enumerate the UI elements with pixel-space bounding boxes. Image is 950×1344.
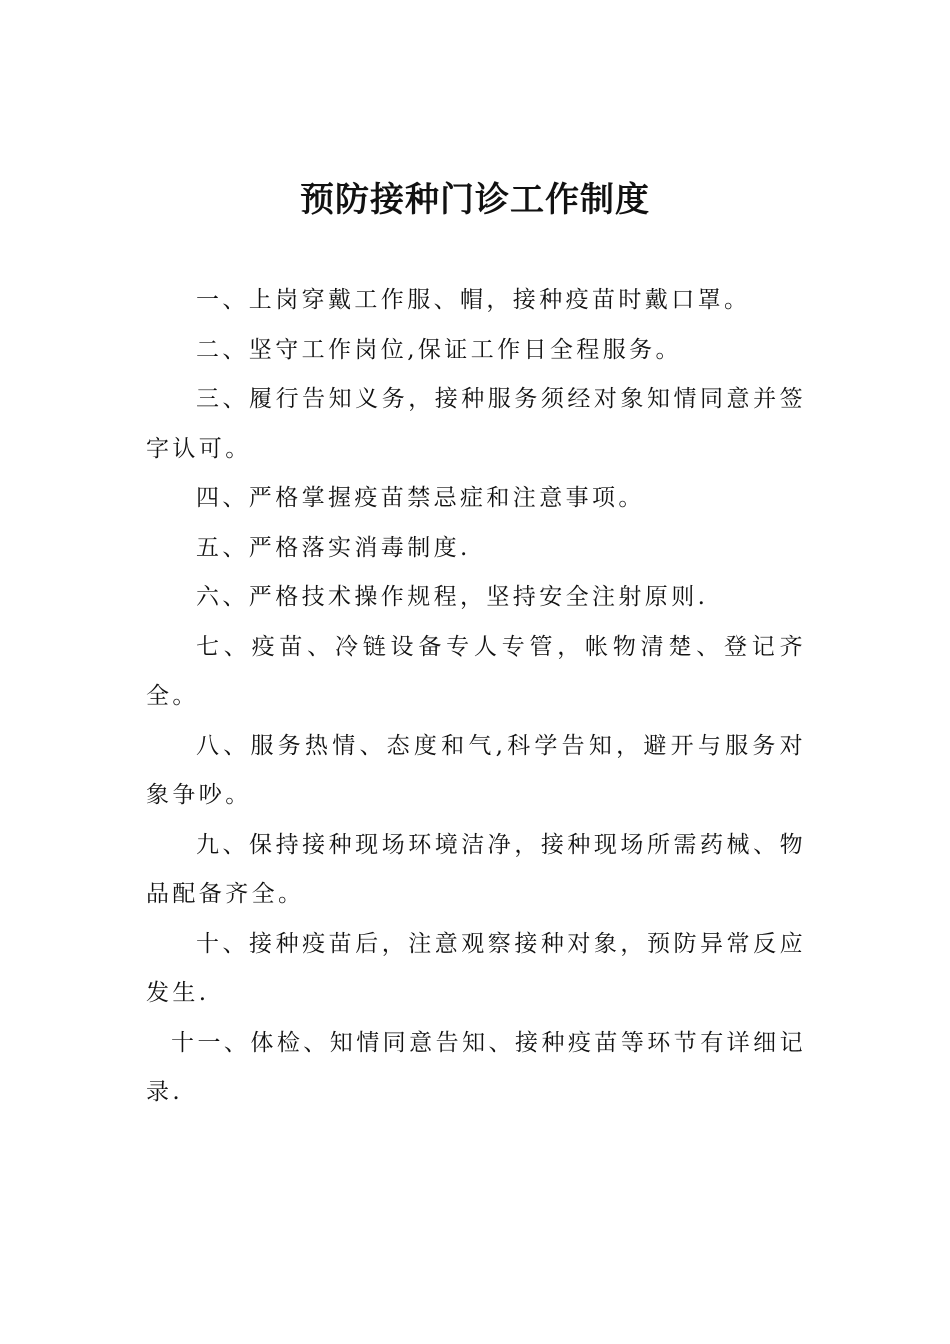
- rule-4-paragraph: 四、严格掌握疫苗禁忌症和注意事项。: [196, 485, 645, 511]
- document-body: [146, 276, 806, 1118]
- rule-8-paragraph: 八、服务热情、态度和气,科学告知，避开与服务对象争吵。: [146, 732, 806, 808]
- rule-11-paragraph: 十一、体检、知情同意告知、接种疫苗等环节有详细记录.: [146, 1029, 806, 1105]
- rule-10-paragraph: 十、接种疫苗后，注意观察接种对象，预防异常反应发生.: [146, 930, 806, 1006]
- rule-7-paragraph: 七、疫苗、冷链设备专人专管，帐物清楚、登记齐全。: [146, 633, 806, 709]
- rule-1-paragraph: 一、上岗穿戴工作服、帽，接种疫苗时戴口罩。: [196, 287, 751, 313]
- rule-6-paragraph: 六、严格技术操作规程，坚持安全注射原则.: [196, 584, 709, 610]
- rule-9-paragraph: 九、保持接种现场环境洁净，接种现场所需药械、物品配备齐全。: [146, 831, 806, 907]
- rule-2-paragraph: 二、坚守工作岗位,保证工作日全程服务。: [196, 336, 682, 363]
- document-title: 预防接种门诊工作制度: [300, 180, 650, 220]
- rule-5-paragraph: 五、严格落实消毒制度.: [196, 534, 471, 561]
- rule-3-paragraph: 三、履行告知义务，接种服务须经对象知情同意并签字认可。: [146, 386, 806, 462]
